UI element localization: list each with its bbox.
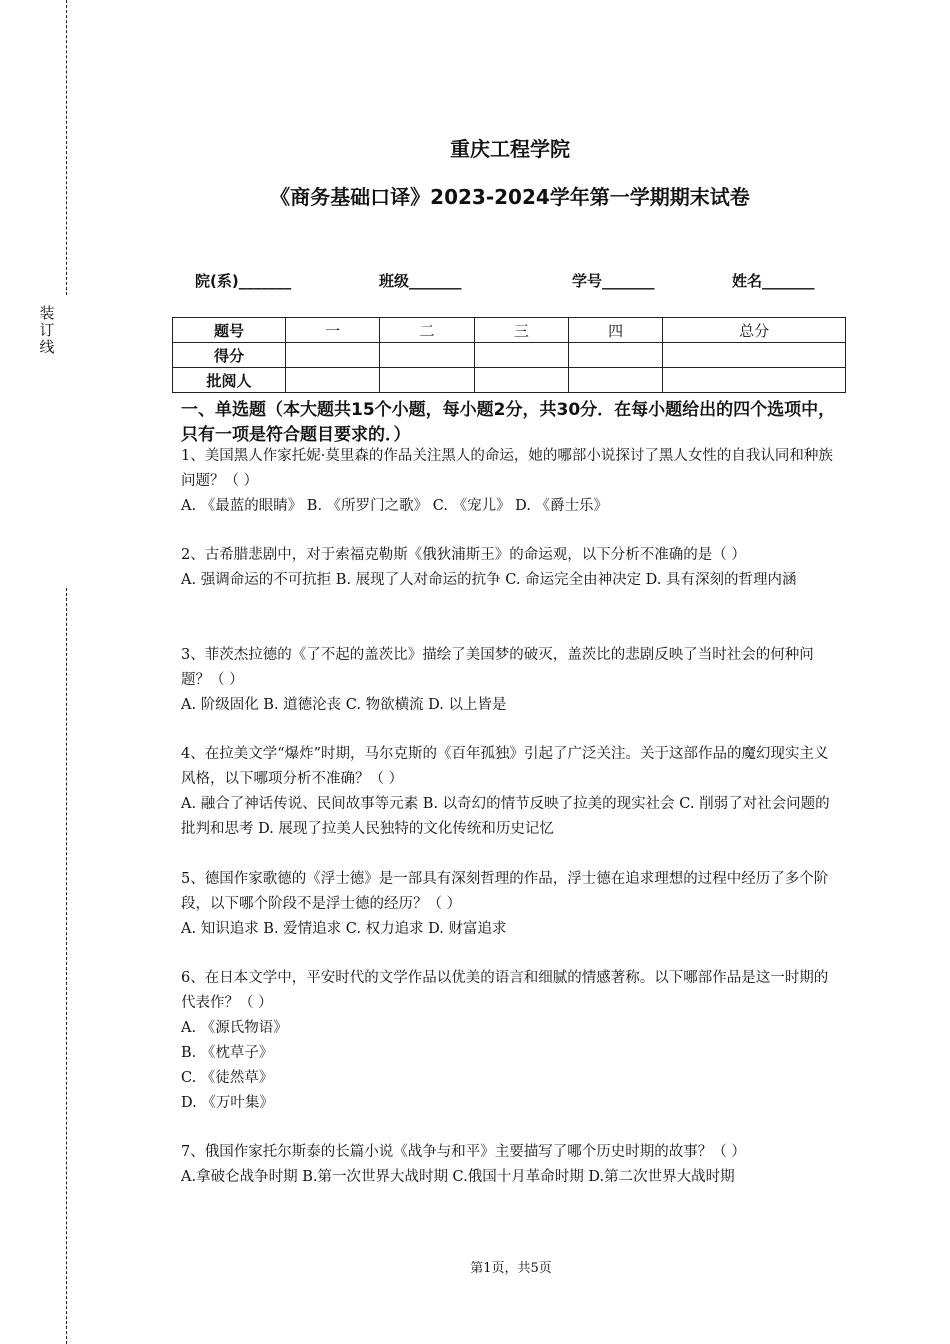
question-options: A. 强调命运的不可抗拒 B. 展现了人对命运的抗争 C. 命运完全由神决定 D. 具有深刻的哲理内涵 xyxy=(181,572,797,588)
question-options: A. 融合了神话传说、民间故事等元素 B. 以奇幻的情节反映了拉美的现实社会 C. 削弱了对社会问题的批判和思考 D. 展现了拉美人民独特的文化传统和历史记忆 xyxy=(181,796,830,837)
school-name: 重庆工程学院 xyxy=(450,137,570,161)
class-field: 班级_______ xyxy=(379,272,462,290)
table-cell: 得分 xyxy=(173,343,286,368)
table-cell: 一 xyxy=(286,318,380,343)
question-options: A. 《最蓝的眼睛》 B. 《所罗门之歌》 C. 《宠儿》 D. 《爵士乐》 xyxy=(181,498,609,514)
question-stem: 7、俄国作家托尔斯泰的长篇小说《战争与和平》主要描写了哪个历史时期的故事？（ ） xyxy=(181,1144,746,1160)
question-options: A. 知识追求 B. 爱情追求 C. 权力追求 D. 财富追求 xyxy=(181,921,507,937)
name-field: 姓名_______ xyxy=(732,272,815,290)
question-4 xyxy=(181,742,841,842)
score-table xyxy=(172,317,846,393)
table-cell xyxy=(568,343,662,368)
question-6 xyxy=(181,966,841,1116)
option-c: C. 《徒然草》 xyxy=(181,1070,274,1086)
question-3 xyxy=(181,643,841,718)
question-1 xyxy=(181,444,841,519)
question-7 xyxy=(181,1140,841,1190)
table-cell xyxy=(380,368,474,393)
table-cell xyxy=(286,368,380,393)
table-header-row xyxy=(173,318,846,343)
table-cell xyxy=(474,343,568,368)
section-title: 一、单选题（本大题共15个小题，每小题2分，共30分．在每小题给出的四个选项中，只有一项是符合题目要求的．） xyxy=(181,400,836,445)
table-cell xyxy=(286,343,380,368)
question-5 xyxy=(181,867,841,942)
table-cell xyxy=(380,343,474,368)
table-cell xyxy=(568,368,662,393)
table-cell: 总分 xyxy=(663,318,846,343)
page-footer: 第1页，共5页 xyxy=(470,1261,552,1276)
table-cell xyxy=(474,368,568,393)
question-stem: 2、古希腊悲剧中，对于索福克勒斯《俄狄浦斯王》的命运观，以下分析不准确的是（ ） xyxy=(181,547,746,563)
question-options: A.拿破仑战争时期 B.第一次世界大战时期 C.俄国十月革命时期 D.第二次世界大战时期 xyxy=(181,1169,735,1185)
option-b: B. 《枕草子》 xyxy=(181,1045,274,1061)
question-stem: 6、在日本文学中，平安时代的文学作品以优美的语言和细腻的情感著称。以下哪部作品是这一时期的代表作？（ ） xyxy=(181,970,829,1011)
table-cell xyxy=(663,368,846,393)
question-stem: 3、菲茨杰拉德的《了不起的盖茨比》描绘了美国梦的破灭，盖茨比的悲剧反映了当时社会的何种问题？（ ） xyxy=(181,647,814,688)
table-cell: 四 xyxy=(568,318,662,343)
table-row xyxy=(173,343,846,368)
table-cell: 二 xyxy=(380,318,474,343)
student-id-field: 学号_______ xyxy=(572,272,655,290)
table-cell: 批阅人 xyxy=(173,368,286,393)
option-a: A. 《源氏物语》 xyxy=(181,1020,288,1036)
exam-title: 《商务基础口译》2023-2024学年第一学期期末试卷 xyxy=(270,185,750,209)
binding-label: 装订线 xyxy=(39,304,55,356)
table-cell: 题号 xyxy=(173,318,286,343)
question-options: A. 阶级固化 B. 道德沦丧 C. 物欲横流 D. 以上皆是 xyxy=(181,697,507,713)
binding-line-bottom xyxy=(66,588,67,1344)
table-cell: 三 xyxy=(474,318,568,343)
dept-field: 院(系)_______ xyxy=(195,272,292,290)
question-stem: 4、在拉美文学“爆炸”时期，马尔克斯的《百年孤独》引起了广泛关注。关于这部作品的魔幻现实主义风格，以下哪项分析不准确？（ ） xyxy=(181,746,829,787)
question-2 xyxy=(181,543,841,593)
question-stem: 1、美国黑人作家托妮·莫里森的作品关注黑人的命运，她的哪部小说探讨了黑人女性的自我认同和种族问题？（ ） xyxy=(181,448,833,489)
table-row xyxy=(173,368,846,393)
question-stem: 5、德国作家歌德的《浮士德》是一部具有深刻哲理的作品，浮士德在追求理想的过程中经历了多个阶段，以下哪个阶段不是浮士德的经历？（ ） xyxy=(181,871,829,912)
table-cell xyxy=(663,343,846,368)
option-d: D. 《万叶集》 xyxy=(181,1095,274,1111)
